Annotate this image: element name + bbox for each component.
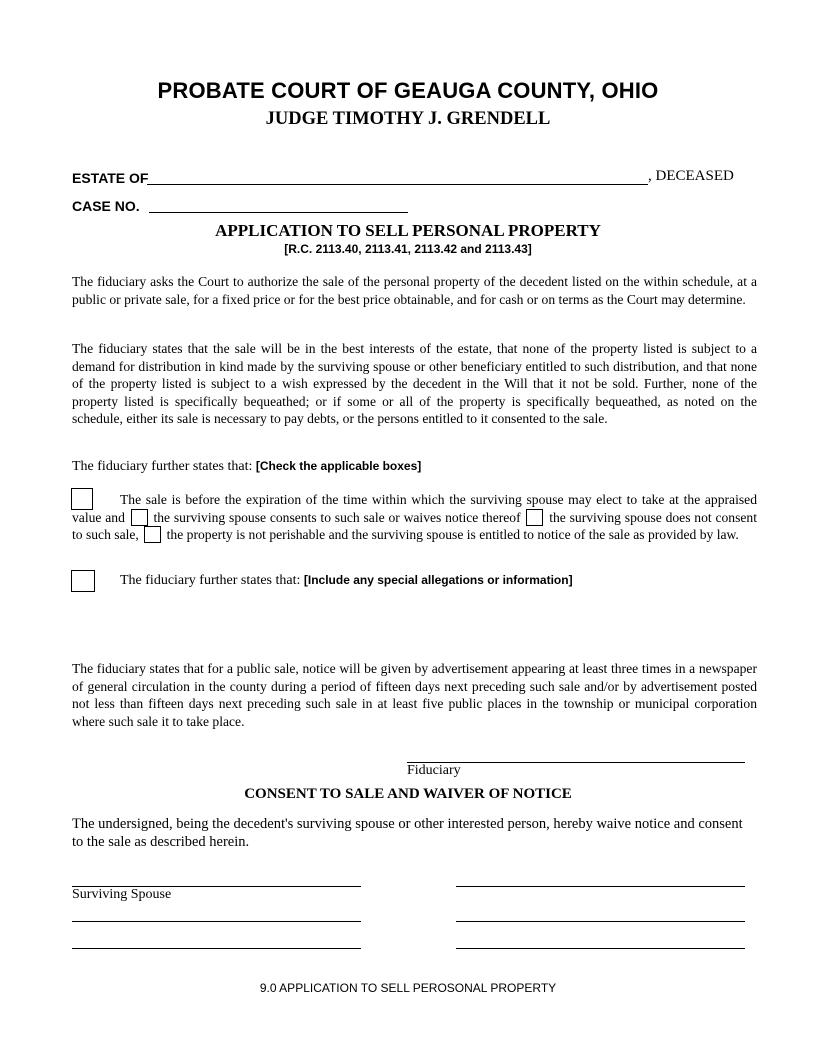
options-block (72, 491, 757, 544)
best-interest-paragraph: The fiduciary states that the sale will be in the best interests of the estate, that none of the property listed is subject to a demand for distribution in kind made by the surviving spouse or other beneficiary entitled to such distribution, and that none of the property listed is subject to a wish expressed by the decedent in the Will that it not be sold. Further, none of the property listed is specifically bequeathed; or if some or all of the property is specifically bequeathed, as noted on the schedule, either its sale is necessary to pay debts, or the persons entitled to it consented to the sale. (72, 341, 757, 426)
case-no-label: CASE NO. (72, 198, 140, 214)
special-allegations-line (120, 573, 573, 589)
signature-line-left-2[interactable] (72, 921, 361, 922)
signature-line-left-3[interactable] (72, 948, 361, 949)
surviving-spouse-label: Surviving Spouse (72, 887, 172, 902)
option-d-checkbox[interactable] (144, 526, 161, 543)
further-states-label-2: The fiduciary further states that: (120, 573, 301, 588)
application-title: APPLICATION TO SELL PERSONAL PROPERTY (215, 221, 601, 240)
check-boxes-note: [Check the applicable boxes] (255, 459, 422, 473)
authorization-paragraph: The fiduciary asks the Court to authorize the sale of the personal property of the decedent listed on the within schedule, at a public or private sale, for a fixed price or for the best price obtainable, and for cash or on terms as the Court may determine. (72, 274, 757, 307)
option-d-text: the property is not perishable and the surviving spouse is entitled to notice of the sale as provided by law. (166, 527, 739, 542)
court-title: PROBATE COURT OF GEAUGA COUNTY, OHIO (157, 78, 659, 103)
further-states-line (72, 459, 421, 475)
public-sale-notice-paragraph: The fiduciary states that for a public sale, notice will be given by advertisement appearing at least three times in a newspaper of general circulation in the county during a period of fifteen days next preceding such sale and/or by advertisement posted not less than fifteen days next preceding such sale in at least five public places in the township or municipal corporation where such sale it to take place. (72, 661, 757, 729)
signature-line-right-3[interactable] (456, 948, 745, 949)
estate-label: ESTATE OF (72, 170, 149, 186)
further-states-label: The fiduciary further states that: (72, 459, 253, 474)
special-allegations-checkbox[interactable] (71, 570, 95, 592)
judge-name: JUDGE TIMOTHY J. GRENDELL (265, 109, 551, 129)
special-allegations-note: [Include any special allegations or information] (303, 573, 573, 587)
signature-line-right-2[interactable] (456, 921, 745, 922)
estate-name-field[interactable] (147, 184, 648, 185)
option-c-checkbox[interactable] (526, 509, 543, 526)
consent-text: The undersigned, being the decedent's surviving spouse or other interested person, hereby waive notice and consent to the sale as described herein. (72, 816, 743, 850)
statute-reference: [R.C. 2113.40, 2113.41, 2113.42 and 2113.43] (284, 242, 532, 256)
form-footer: 9.0 APPLICATION TO SELL PEROSONAL PROPERTY (259, 981, 557, 995)
option-b-checkbox[interactable] (131, 509, 148, 526)
option-a-text: The sale is before the expiration of the time within which the surviving spouse may elect to take at the appraised value and (72, 492, 757, 525)
option-c-text: the surviving spouse does not consent to such sale, (72, 509, 757, 542)
signature-line-right-1[interactable] (456, 886, 745, 887)
fiduciary-label: Fiduciary (407, 763, 461, 778)
consent-title: CONSENT TO SALE AND WAIVER OF NOTICE (244, 786, 572, 802)
deceased-label: , DECEASED (648, 168, 734, 184)
option-b-text: the surviving spouse consents to such sale or waives notice thereof (153, 509, 521, 525)
case-no-field[interactable] (149, 212, 408, 213)
special-allegations-area[interactable] (120, 596, 756, 648)
